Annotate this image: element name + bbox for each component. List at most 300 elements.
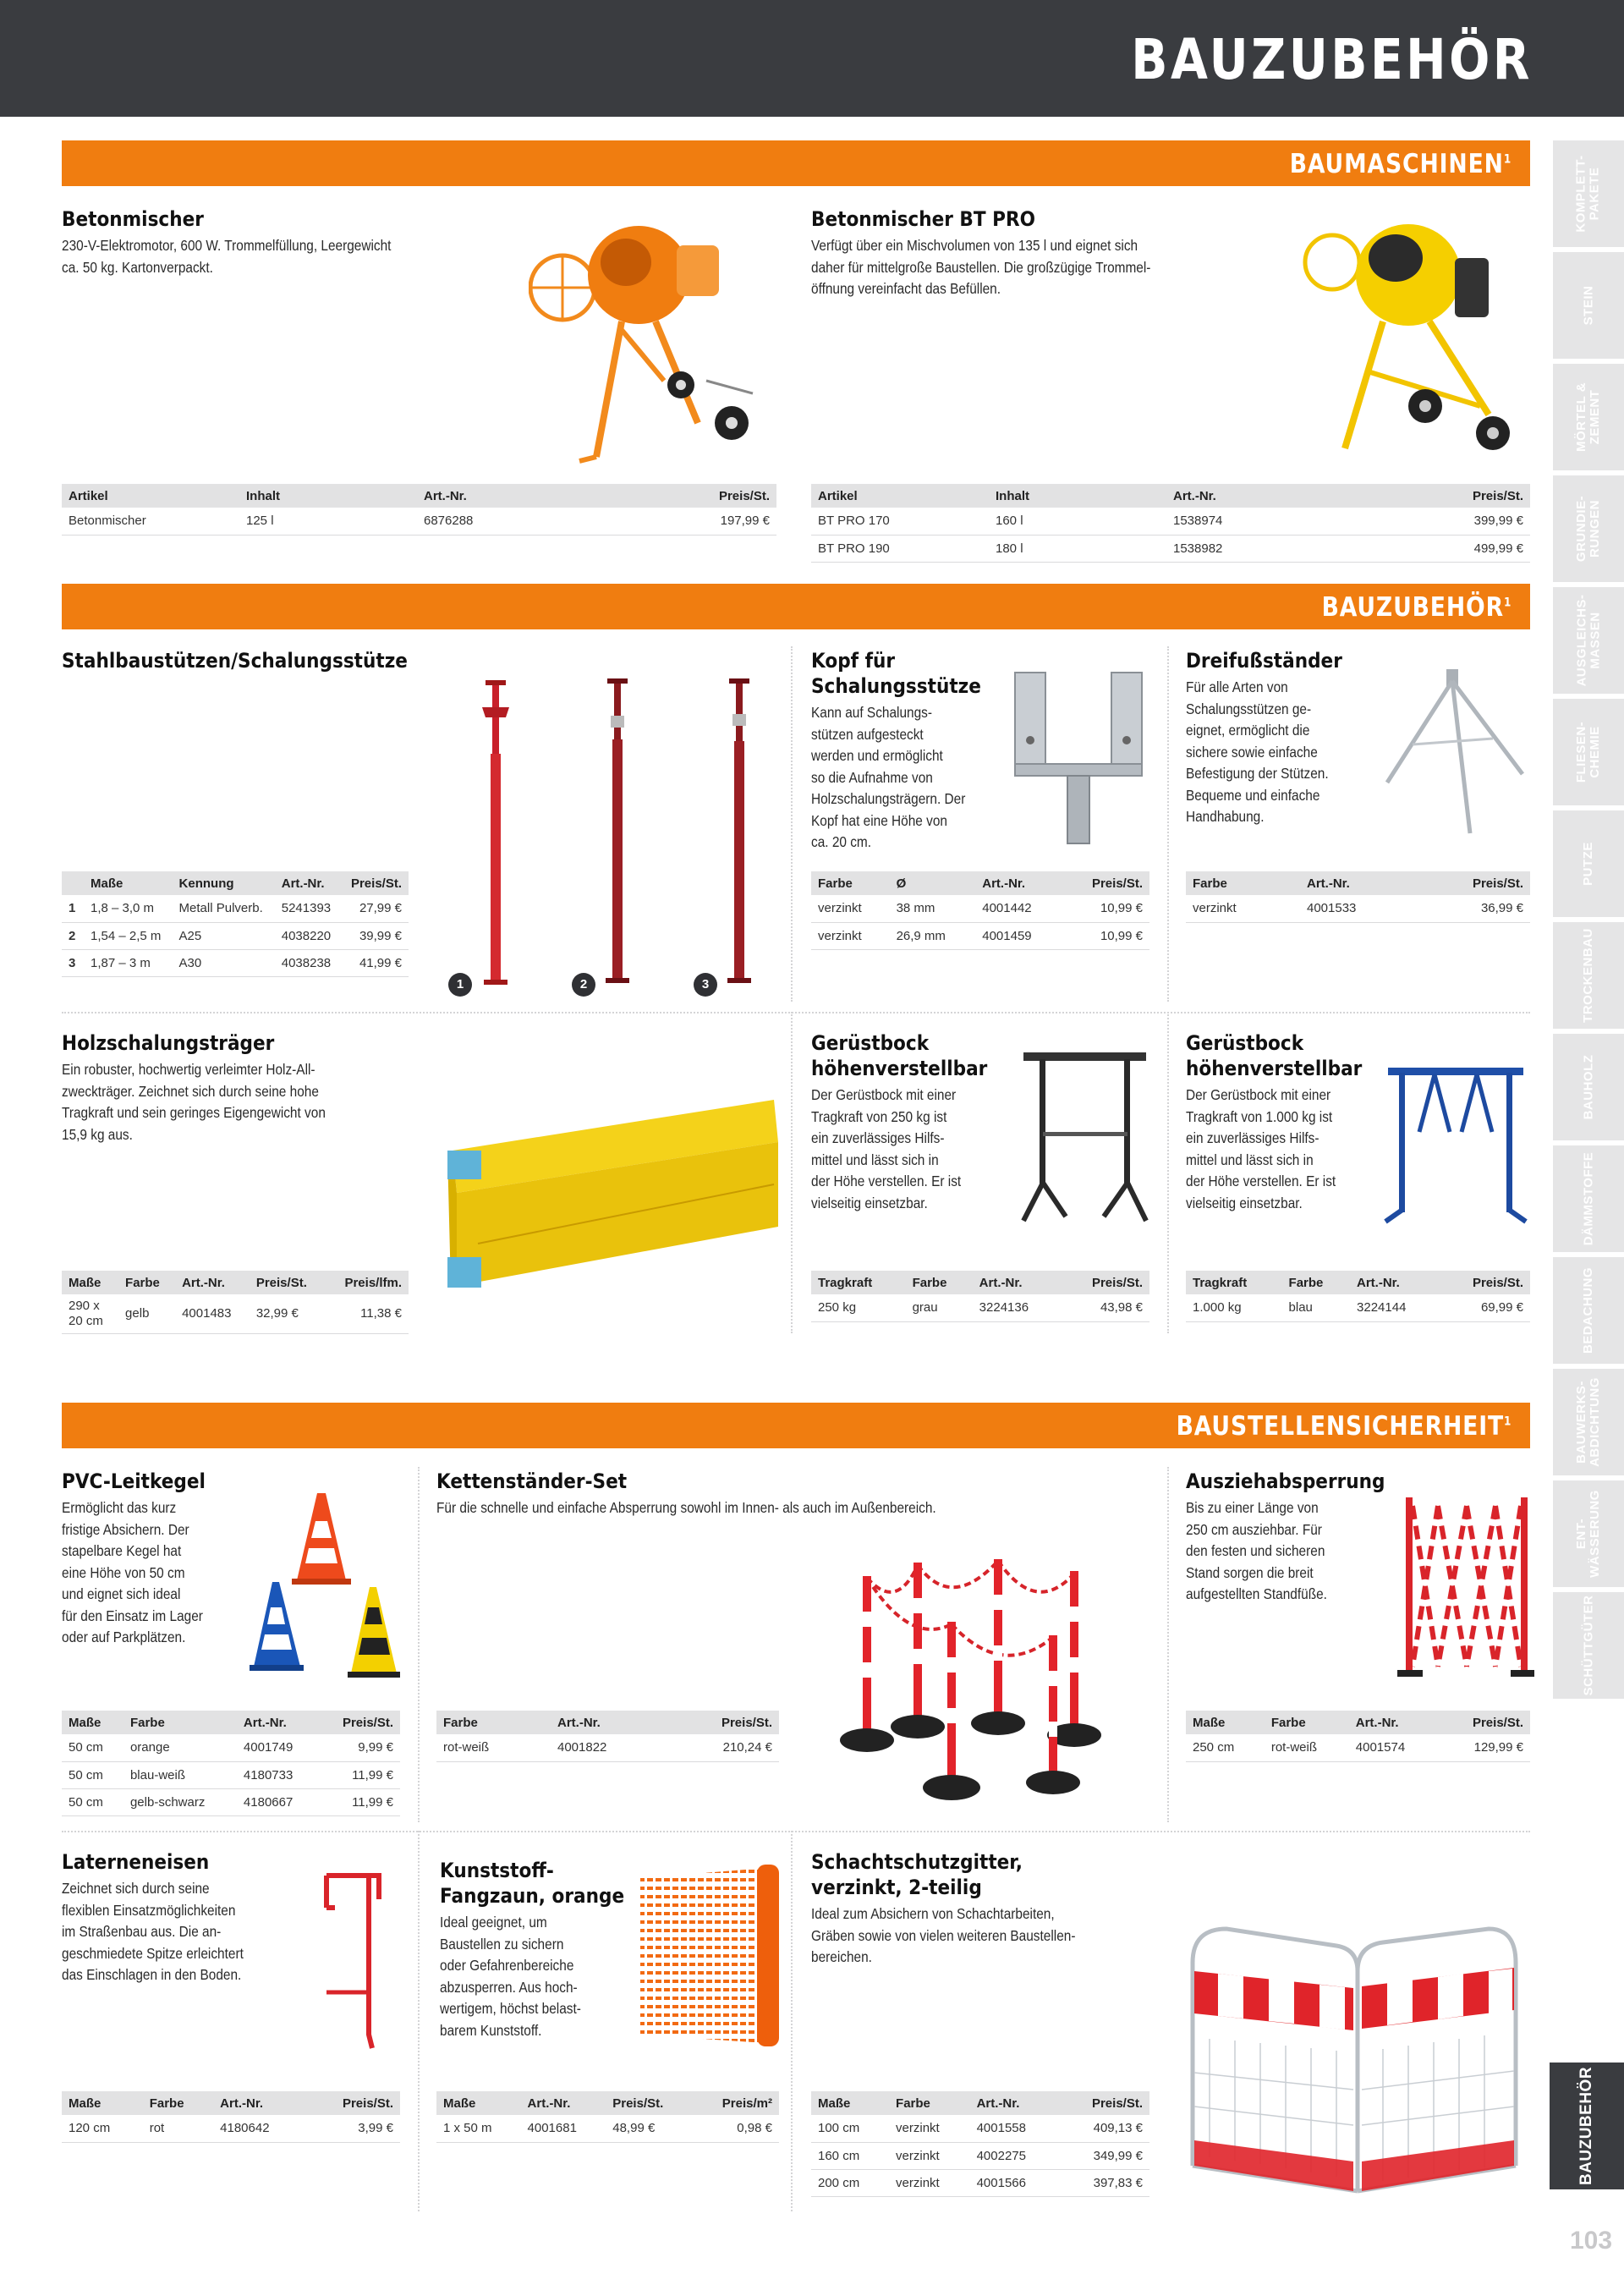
cell: 4180642	[213, 2115, 305, 2142]
section-title-text: BAUZUBEHÖR	[1321, 592, 1504, 623]
product-title-line: Kopf für	[811, 649, 896, 673]
table-row	[62, 2115, 400, 2142]
product-description	[62, 1059, 419, 1145]
cell: 125 l	[239, 508, 417, 535]
cell-price: 3,99 €	[305, 2115, 400, 2142]
table-row	[62, 949, 409, 976]
tab-bauholz[interactable]	[1553, 1034, 1624, 1140]
col-header: Preis/St.	[305, 2091, 400, 2115]
desc-line: barem Kunststoff.	[440, 2021, 542, 2039]
desc-line: geschmiedete Spitze erleichtert	[62, 1944, 244, 1962]
divider	[418, 1467, 420, 1822]
cell: 1,54 – 2,5 m	[84, 922, 173, 949]
cell: 250 cm	[1186, 1734, 1265, 1761]
table-laterneneisen	[62, 2091, 400, 2143]
table-row	[811, 2115, 1149, 2142]
product-description	[1186, 1497, 1372, 1606]
desc-line: Ermöglicht das kurz	[62, 1499, 177, 1516]
cell-price: 10,99 €	[1062, 922, 1149, 949]
concrete-mixer-orange-image	[529, 211, 774, 465]
cell-price: 11,38 €	[325, 1294, 409, 1333]
divider	[1167, 1012, 1169, 1333]
tab-label: MÖRTEL & ZEMENT	[1574, 382, 1602, 453]
table-row	[62, 895, 409, 922]
table-row	[436, 1734, 779, 1761]
table-row	[62, 1761, 400, 1788]
product-title-line: Schalungsstütze	[811, 674, 981, 698]
tripod-stand-image	[1379, 664, 1531, 842]
col-header: Farbe	[436, 1711, 551, 1734]
desc-line: vielseitig einsetzbar.	[1186, 1194, 1303, 1211]
col-header: Preis/St.	[341, 871, 409, 895]
col-header: Kennung	[173, 871, 275, 895]
cell: blau-weiß	[123, 1761, 237, 1788]
table-holzschalung	[62, 1271, 409, 1334]
table-row	[811, 508, 1530, 535]
prop-3	[727, 678, 751, 983]
product-betonmischer-bt-pro	[811, 206, 1251, 300]
tab-schuettgueter[interactable]	[1553, 1592, 1624, 1699]
cell: 1.000 kg	[1186, 1294, 1282, 1321]
product-title-line: Gerüstbock	[1186, 1031, 1304, 1055]
col-header: Farbe	[123, 1711, 237, 1734]
cell: 1538982	[1166, 535, 1344, 562]
cell: 1	[62, 895, 84, 922]
col-header: Preis/St.	[1062, 871, 1149, 895]
cell: Metall Pulverb.	[173, 895, 275, 922]
cone-orange	[292, 1493, 351, 1585]
tab-bedachung[interactable]	[1553, 1257, 1624, 1364]
tab-label: KOMPLETT- PAKETE	[1574, 155, 1603, 233]
col-header: Art.-Nr.	[975, 871, 1062, 895]
tab-putze[interactable]	[1553, 810, 1624, 917]
cell: verzinkt	[889, 2169, 970, 2196]
page-title: BAUZUBEHÖR	[1131, 27, 1533, 92]
desc-line: stützen aufgesteckt	[811, 725, 924, 743]
traffic-cones-image	[250, 1489, 402, 1679]
product-kopf-schalungsstuetze	[811, 648, 1014, 854]
tab-grundierungen[interactable]	[1553, 475, 1624, 582]
col-header: Art.-Nr.	[1300, 871, 1414, 895]
desc-line: Zeichnet sich durch seine	[62, 1880, 210, 1897]
desc-line: Verfügt über ein Mischvolumen von 135 l und eignet sich	[811, 237, 1138, 254]
cell: 4001822	[551, 1734, 664, 1761]
col-header: Farbe	[1282, 1271, 1350, 1294]
product-dreifussstaender	[1186, 648, 1397, 828]
col-header: Farbe	[889, 2091, 970, 2115]
cell-price: 43,98 €	[1060, 1294, 1149, 1321]
cell-price: 349,99 €	[1059, 2142, 1149, 2169]
section-title	[1321, 592, 1512, 623]
cell-price: 397,83 €	[1059, 2169, 1149, 2196]
product-description	[811, 235, 1199, 300]
cell-price: 11,99 €	[317, 1761, 400, 1788]
trestle-grey-image	[1019, 1047, 1150, 1225]
desc-line: Gräben sowie von vielen weiteren Baustellen-	[811, 1926, 1076, 1944]
desc-line: zweckträger. Zeichnet sich durch seine hohe	[62, 1082, 319, 1100]
wooden-beam-image	[444, 1091, 782, 1303]
product-description	[811, 702, 990, 854]
desc-line: 250 cm ausziehbar. Für	[1186, 1520, 1322, 1538]
cell: orange	[123, 1734, 237, 1761]
prop-2	[606, 678, 629, 983]
trestle-blue-image	[1384, 1064, 1528, 1225]
cell: 3224136	[973, 1294, 1061, 1321]
tab-komplettpakete[interactable]	[1553, 140, 1624, 247]
col-header: Maße	[62, 1271, 118, 1294]
cell-price: 499,99 €	[1344, 535, 1530, 562]
col-header: Preis/St.	[1060, 1271, 1149, 1294]
desc-line: Handhabung.	[1186, 808, 1265, 825]
cell: 4001442	[975, 895, 1062, 922]
product-laterneneisen	[62, 1849, 315, 1986]
desc-line: Bequeme und einfache	[1186, 786, 1320, 804]
cell: blau	[1282, 1294, 1350, 1321]
desc-line: werden und ermöglicht	[811, 747, 943, 764]
cell-price: 36,99 €	[1414, 895, 1530, 922]
desc-line: 15,9 kg aus.	[62, 1125, 133, 1143]
tab-fliesenchemie[interactable]	[1553, 699, 1624, 805]
cell: 1,87 – 3 m	[84, 949, 173, 976]
desc-line: flexiblen Einsatzmöglichkeiten	[62, 1901, 236, 1919]
col-header: Ø	[890, 871, 976, 895]
chain-post-set-image	[833, 1544, 1112, 1815]
col-header: Preis/St.	[1059, 2091, 1149, 2115]
product-title-line: Schachtschutzgitter,	[811, 1850, 1023, 1874]
cell: 38 mm	[890, 895, 976, 922]
col-header: Art.-Nr.	[417, 484, 595, 508]
col-header: Inhalt	[989, 484, 1166, 508]
cell: 160 l	[989, 508, 1166, 535]
cell: 120 cm	[62, 2115, 143, 2142]
col-header: Maße	[62, 1711, 123, 1734]
desc-line: vielseitig einsetzbar.	[811, 1194, 928, 1211]
desc-line: eignet, ermöglicht die	[1186, 722, 1310, 739]
cell: rot	[143, 2115, 213, 2142]
cell: verzinkt	[889, 2142, 970, 2169]
cell-price: 27,99 €	[341, 895, 409, 922]
cell: 4180667	[237, 1788, 317, 1815]
section-title-text: BAUMASCHINEN	[1289, 149, 1504, 179]
table-kopf	[811, 871, 1149, 950]
cell: 3	[62, 949, 84, 976]
product-title: Kettenständer-Set	[436, 1469, 628, 1493]
section-title	[1290, 149, 1512, 179]
cell: 3224144	[1350, 1294, 1439, 1321]
tab-label: ENT- WÄSSERUNG	[1574, 1490, 1603, 1578]
table-ausziehabsperrung	[1186, 1711, 1530, 1762]
table-betonmischer	[62, 484, 776, 536]
desc-line: eine Höhe von 50 cm	[62, 1563, 185, 1581]
product-title: Betonmischer	[62, 207, 204, 231]
tab-label: BEDACHUNG	[1581, 1267, 1595, 1354]
safety-fence-orange-image	[639, 1861, 782, 2052]
col-header: Preis/lfm.	[325, 1271, 409, 1294]
col-header: Farbe	[118, 1271, 175, 1294]
cell: 50 cm	[62, 1788, 123, 1815]
product-description	[811, 1085, 990, 1214]
tab-daemmstoffe[interactable]	[1553, 1145, 1624, 1252]
section-title-text: BAUSTELLENSICHERHEIT	[1176, 1411, 1504, 1442]
product-title-line: höhenverstellbar	[811, 1057, 988, 1080]
table-row	[62, 508, 776, 535]
divider	[791, 646, 793, 1002]
cell: 4002275	[970, 2142, 1059, 2169]
tab-label: BAUHOLZ	[1580, 1054, 1595, 1120]
col-header: Art.-Nr.	[973, 1271, 1061, 1294]
cell-price: 9,99 €	[317, 1734, 400, 1761]
cell: verzinkt	[811, 895, 890, 922]
cell: rot-weiß	[436, 1734, 551, 1761]
col-header: Preis/m²	[693, 2091, 779, 2115]
cell: 4001566	[970, 2169, 1059, 2196]
expandable-barrier-image	[1396, 1489, 1535, 1684]
tab-label: TROCKENBAU	[1581, 928, 1596, 1023]
desc-line: sichere sowie einfache	[1186, 743, 1318, 761]
tab-bauwerksabdichtung[interactable]	[1553, 1369, 1624, 1475]
product-title: PVC-Leitkegel	[62, 1469, 206, 1493]
cell-price: 399,99 €	[1344, 508, 1530, 535]
prop-head-image	[1007, 664, 1150, 850]
product-geruestbock-grau	[811, 1030, 1014, 1214]
cell: verzinkt	[889, 2115, 970, 2142]
cell-price: 39,99 €	[341, 922, 409, 949]
cell: 4038238	[275, 949, 341, 976]
tab-moertel[interactable]	[1553, 364, 1624, 470]
tab-label: STEIN	[1581, 285, 1595, 326]
col-header	[62, 871, 84, 895]
col-header: Preis/St.	[1414, 871, 1530, 895]
desc-line: wertigem, höchst belast-	[440, 2000, 581, 2017]
cell: verzinkt	[1186, 895, 1300, 922]
cell-price: 197,99 €	[595, 508, 776, 535]
col-header: Art.-Nr.	[175, 1271, 250, 1294]
table-row	[62, 1788, 400, 1815]
table-stahlbaustuetzen	[62, 871, 409, 977]
col-header: Art.-Nr.	[1349, 1711, 1439, 1734]
divider	[1167, 646, 1169, 1002]
cell-price: 0,98 €	[693, 2115, 779, 2142]
product-title-line: Fangzaun, orange	[440, 1884, 625, 1908]
desc-line: Stand sorgen die breit	[1186, 1563, 1314, 1581]
cell: 250 kg	[811, 1294, 906, 1321]
page-header	[0, 0, 1624, 117]
cell: 6876288	[417, 508, 595, 535]
col-header: Farbe	[1265, 1711, 1349, 1734]
product-title: Betonmischer BT PRO	[811, 207, 1035, 231]
cone-blue-white	[250, 1582, 304, 1671]
table-row	[811, 2142, 1149, 2169]
col-header: Farbe	[906, 1271, 973, 1294]
cell-price: 41,99 €	[341, 949, 409, 976]
divider	[791, 1831, 793, 2211]
cell: 5241393	[275, 895, 341, 922]
product-description	[436, 1497, 1077, 1519]
cell: 200 cm	[811, 2169, 889, 2196]
desc-line: im Straßenbau aus. Die an-	[62, 1923, 222, 1940]
divider	[1167, 1467, 1169, 1822]
table-leitkegel	[62, 1711, 400, 1816]
desc-line: Schalungsstützen ge-	[1186, 700, 1312, 717]
product-kunststoff-fangzaun	[440, 1858, 643, 2041]
table-fangzaun	[436, 2091, 779, 2143]
cell: 4038220	[275, 922, 341, 949]
cell: verzinkt	[811, 922, 890, 949]
desc-line: Befestigung der Stützen.	[1186, 765, 1329, 782]
table-row	[62, 1294, 409, 1333]
desc-line: abzusperren. Aus hoch-	[440, 1978, 578, 1996]
cell: 50 cm	[62, 1761, 123, 1788]
prop-1	[482, 680, 509, 985]
footnote-mark: 1	[1503, 596, 1512, 610]
table-kettenstaender	[436, 1711, 779, 1762]
product-title-line: Gerüstbock	[811, 1031, 930, 1055]
desc-line: öffnung vereinfacht das Befüllen.	[811, 280, 1001, 297]
cell: 100 cm	[811, 2115, 889, 2142]
tab-label: BAUWERKS- ABDICHTUNG	[1574, 1377, 1603, 1467]
desc-line: fristige Absichern. Der	[62, 1520, 189, 1538]
table-row	[1186, 895, 1530, 922]
cell: gelb-schwarz	[123, 1788, 237, 1815]
cell: 26,9 mm	[890, 922, 976, 949]
divider	[62, 1831, 1530, 1832]
col-header: Preis/St.	[1439, 1271, 1530, 1294]
badge-2: 2	[572, 973, 595, 997]
col-header: Maße	[62, 2091, 143, 2115]
cell: 4001533	[1300, 895, 1414, 922]
desc-line: Tragkraft und sein geringes Eigengewicht von	[62, 1104, 326, 1121]
desc-line: oder Gefahrenbereiche	[440, 1957, 574, 1974]
table-row	[62, 922, 409, 949]
desc-line: Für die schnelle und einfache Absperrung sowohl im Innen- als auch im Außenbereich.	[436, 1499, 936, 1516]
desc-line: so die Aufnahme von	[811, 768, 933, 786]
desc-line: Ideal geeignet, um	[440, 1914, 547, 1931]
cell: 180 l	[989, 535, 1166, 562]
desc-line: Tragkraft von 1.000 kg ist	[1186, 1107, 1333, 1125]
table-row	[1186, 1734, 1530, 1761]
desc-line: stapelbare Kegel hat	[62, 1542, 182, 1559]
col-header: Artikel	[811, 484, 989, 508]
table-row	[811, 1294, 1149, 1321]
tab-stein[interactable]	[1553, 252, 1624, 359]
tab-ausgleichsmassen[interactable]	[1553, 587, 1624, 694]
cell: 50 cm	[62, 1734, 123, 1761]
lantern-iron-image	[318, 1865, 394, 2052]
col-header: Artikel	[62, 484, 239, 508]
col-header: Maße	[1186, 1711, 1265, 1734]
post	[923, 1622, 980, 1800]
manhole-guard-image	[1184, 1912, 1522, 2208]
divider	[62, 1012, 1530, 1013]
product-description	[1186, 1085, 1364, 1214]
tab-bauzubehoer-active[interactable]	[1550, 2063, 1624, 2189]
desc-line: das Einschlagen in den Boden.	[62, 1966, 242, 1983]
desc-line: den festen und sicheren	[1186, 1542, 1325, 1559]
cell: 4001459	[975, 922, 1062, 949]
col-header: Inhalt	[239, 484, 417, 508]
desc-line: oder auf Parkplätzen.	[62, 1629, 186, 1645]
product-holzschalungstraeger	[62, 1030, 468, 1145]
product-stahlbaustuetzen	[62, 648, 468, 673]
table-row	[1186, 1294, 1530, 1321]
cell: 290 x 20 cm	[62, 1294, 118, 1333]
desc-line: Der Gerüstbock mit einer	[1186, 1086, 1331, 1103]
desc-line: Für alle Arten von	[1186, 678, 1288, 695]
desc-line: Kopf hat eine Höhe von	[811, 811, 947, 829]
col-header: Preis/St.	[1439, 1711, 1530, 1734]
tab-trockenbau[interactable]	[1553, 922, 1624, 1029]
col-header: Preis/St.	[664, 1711, 779, 1734]
table-schachtschutz	[811, 2091, 1149, 2197]
product-title: Dreifußständer	[1186, 649, 1342, 673]
cell: Betonmischer	[62, 508, 239, 535]
table-row	[436, 2115, 779, 2142]
table-geruestbock-grau	[811, 1271, 1149, 1322]
product-title-line: Kunststoff-	[440, 1859, 554, 1882]
product-description	[440, 1912, 618, 2041]
cell: 4001574	[1349, 1734, 1439, 1761]
table-row	[811, 922, 1149, 949]
cell: 160 cm	[811, 2142, 889, 2169]
section-bar-baustellensicherheit	[62, 1403, 1530, 1448]
cell-price: 11,99 €	[317, 1788, 400, 1815]
cell: 4180733	[237, 1761, 317, 1788]
col-header: Preis/St.	[1344, 484, 1530, 508]
product-betonmischer	[62, 206, 502, 278]
cell-price: 10,99 €	[1062, 895, 1149, 922]
cell: 4001558	[970, 2115, 1059, 2142]
cell: 1,8 – 3,0 m	[84, 895, 173, 922]
col-header: Art.-Nr.	[275, 871, 341, 895]
table-betonmischer-bt-pro	[811, 484, 1530, 563]
cell: A25	[173, 922, 275, 949]
tab-entwaesserung[interactable]	[1553, 1480, 1624, 1587]
table-row	[62, 1734, 400, 1761]
product-pvc-leitkegel	[62, 1469, 265, 1649]
cell-price: 32,99 €	[250, 1294, 326, 1333]
col-header: Art.-Nr.	[1166, 484, 1344, 508]
product-schachtschutzgitter	[811, 1849, 1166, 1969]
desc-line: ca. 50 kg. Kartonverpackt.	[62, 258, 213, 276]
section-bar-bauzubehoer	[62, 584, 1530, 629]
col-header: Maße	[84, 871, 173, 895]
desc-line: ein zuverlässiges Hilfs-	[811, 1129, 945, 1146]
desc-line: 230-V-Elektromotor, 600 W. Trommelfüllung, Leergewicht	[62, 237, 392, 254]
concrete-mixer-yellow-image	[1294, 211, 1522, 457]
desc-line: Baustellen zu sichern	[440, 1935, 564, 1953]
cell-price: 210,24 €	[664, 1734, 779, 1761]
cell: 4001483	[175, 1294, 250, 1333]
table-row	[811, 535, 1530, 562]
tab-label: BAUZUBEHÖR	[1577, 2066, 1596, 2186]
desc-line: Ideal zum Absichern von Schachtarbeiten,	[811, 1905, 1055, 1922]
product-title: Ausziehabsperrung	[1186, 1469, 1385, 1493]
badge-3: 3	[694, 973, 717, 997]
desc-line: Holzschalungsträgern. Der	[811, 790, 966, 807]
cell: 1 x 50 m	[436, 2115, 521, 2142]
col-header: Farbe	[143, 2091, 213, 2115]
product-description	[811, 1903, 1124, 1969]
desc-line: Kann auf Schalungs-	[811, 704, 932, 721]
cell: rot-weiß	[1265, 1734, 1349, 1761]
product-title-line: verzinkt, 2-teilig	[811, 1876, 982, 1899]
desc-line: ein zuverlässiges Hilfs-	[1186, 1129, 1320, 1146]
desc-line: der Höhe verstellen. Er ist	[1186, 1173, 1336, 1189]
badge-1: 1	[448, 973, 472, 997]
col-header: Preis/St.	[606, 2091, 693, 2115]
col-header: Preis/St.	[250, 1271, 326, 1294]
col-header: Farbe	[811, 871, 890, 895]
